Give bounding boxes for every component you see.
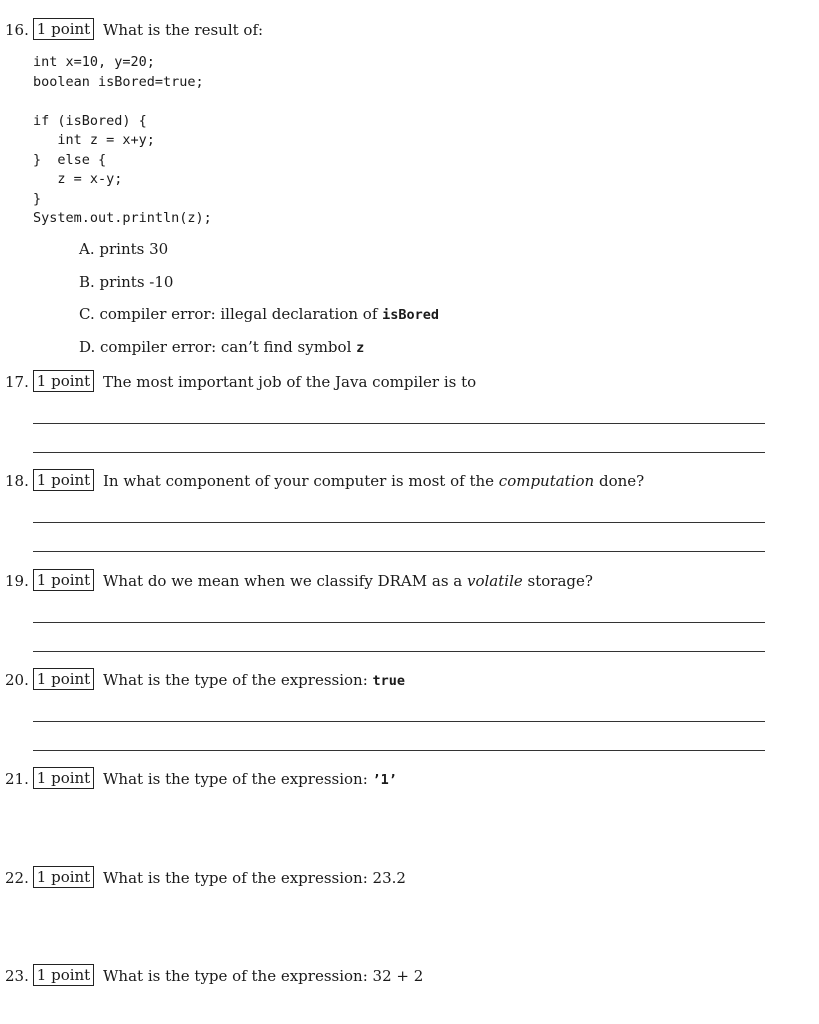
points-box: 1 point [33, 18, 94, 40]
points-box: 1 point [33, 370, 94, 392]
answer-line[interactable] [33, 423, 765, 424]
question-number: 16. [5, 21, 29, 39]
answer-line[interactable] [33, 522, 765, 523]
points-box: 1 point [33, 866, 94, 888]
choice-c[interactable] [79, 305, 439, 323]
points-box: 1 point [33, 469, 94, 491]
question-code: ’1’ [372, 772, 397, 788]
choice-label: A. prints 30 [79, 240, 169, 258]
answer-line[interactable] [33, 622, 765, 623]
question-number: 17. [5, 373, 29, 391]
question-code: true [372, 673, 406, 689]
answer-line[interactable] [33, 750, 765, 751]
question-number: 19. [5, 572, 29, 590]
question-number: 18. [5, 472, 29, 490]
question-text: What is the type of the expression: 23.2 [103, 869, 406, 887]
question-text-emphasis: computation [498, 472, 595, 490]
choice-code: isBored [382, 307, 440, 323]
code-block: int x=10, y=20; boolean isBored=true; if (isBored) { int z = x+y; } else { z = x-y; } System.out.println(z); [33, 54, 212, 226]
question-number: 21. [5, 770, 29, 788]
question-text-emphasis: volatile [467, 572, 523, 590]
points-box: 1 point [33, 767, 94, 789]
choice-code: z [356, 340, 365, 356]
question-text-part: storage? [522, 572, 593, 590]
points-box: 1 point [33, 668, 94, 690]
question-text: What is the type of the expression: 32 + 2 [103, 967, 424, 985]
answer-line[interactable] [33, 452, 765, 453]
points-box: 1 point [33, 569, 94, 591]
choice-label: D. compiler error: can’t find symbol [79, 338, 357, 356]
question-text: What is the result of: [103, 21, 264, 39]
question-text [103, 472, 644, 490]
choice-label: B. prints -10 [79, 273, 174, 291]
answer-line[interactable] [33, 721, 765, 722]
question-text-part: What is the type of the expression: [103, 770, 373, 788]
answer-line[interactable] [33, 551, 765, 552]
question-text-part: What do we mean when we classify DRAM as a [103, 572, 467, 590]
question-text-part: In what component of your computer is most of the [103, 472, 499, 490]
question-number: 23. [5, 967, 29, 985]
choice-d[interactable] [79, 338, 364, 356]
question-number: 20. [5, 671, 29, 689]
answer-line[interactable] [33, 651, 765, 652]
question-number: 22. [5, 869, 29, 887]
choice-b[interactable] [79, 273, 173, 291]
choice-a[interactable] [79, 240, 168, 258]
choice-label: C. compiler error: illegal declaration of [79, 305, 383, 323]
question-text-part: What is the type of the expression: [103, 671, 373, 689]
points-box: 1 point [33, 964, 94, 986]
question-text [103, 770, 397, 788]
question-text [103, 671, 405, 689]
question-text-part: done? [594, 472, 645, 490]
question-text [103, 572, 593, 590]
question-text: The most important job of the Java compiler is to [103, 373, 477, 391]
